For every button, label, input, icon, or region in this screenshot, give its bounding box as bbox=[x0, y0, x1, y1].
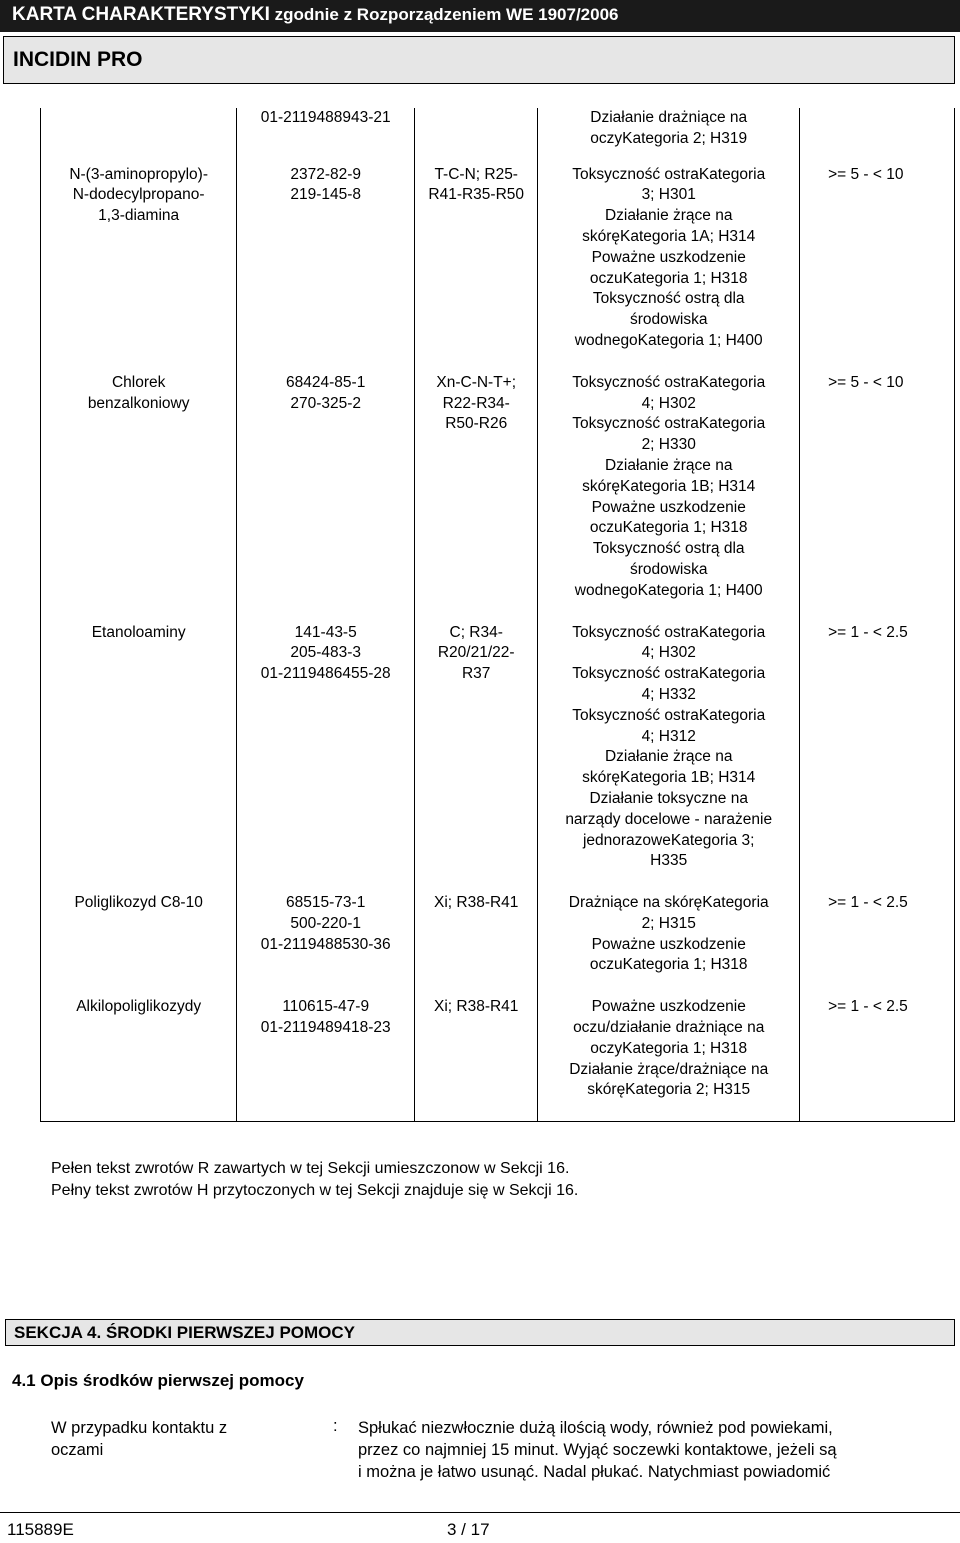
dsd-classification-line: Xi; R38-R41 bbox=[433, 894, 519, 912]
concentration-cell bbox=[800, 622, 955, 893]
clp-classification-line: oczyKategoria 1; H318 bbox=[590, 1039, 748, 1057]
document-id: 115889E bbox=[7, 1520, 74, 1539]
identifier-line: 205-483-3 bbox=[290, 644, 362, 662]
identifier-line: 01-2119488943-21 bbox=[260, 109, 391, 126]
identifiers-cell bbox=[237, 372, 415, 622]
clp-classification-line: 2; H315 bbox=[641, 914, 696, 932]
label-colon: : bbox=[333, 1417, 338, 1435]
concentration-value: >= 1 - < 2.5 bbox=[828, 998, 908, 1016]
table-row bbox=[41, 996, 955, 1121]
dsd-classification-cell bbox=[415, 108, 538, 164]
substance-name-line: Alkilopoliglikozydy bbox=[76, 998, 202, 1016]
clp-classification-line: Toksyczność ostraKategoria bbox=[572, 623, 766, 641]
clp-classification-line: Poważne uszkodzenie bbox=[591, 998, 746, 1016]
clp-classification-line: Toksyczność ostrą dla bbox=[592, 540, 745, 558]
clp-classification-line: Działanie toksyczne na bbox=[589, 789, 748, 807]
clp-classification-line: narządy docelowe - narażenie bbox=[565, 810, 773, 828]
r-phrases-note: Pełen tekst zwrotów R zawartych w tej Sekcji umieszczonow w Sekcji 16. bbox=[51, 1160, 570, 1177]
eye-contact-label bbox=[51, 1417, 227, 1461]
clp-classification-line: oczuKategoria 1; H318 bbox=[589, 519, 748, 537]
substance-name-line: N-dodecylpropano- bbox=[72, 186, 205, 204]
product-name-box bbox=[3, 36, 955, 84]
document-title-main: KARTA CHARAKTERYSTYKI bbox=[12, 4, 270, 25]
section-4-title: SEKCJA 4. ŚRODKI PIERWSZEJ POMOCY bbox=[14, 1323, 356, 1342]
clp-classification-line: Poważne uszkodzenie bbox=[591, 248, 746, 266]
instruction-line: przez co najmniej 15 minut. Wyjąć soczewki kontaktowe, jeżeli są bbox=[358, 1441, 837, 1459]
clp-classification-line: skóręKategoria 1B; H314 bbox=[582, 477, 756, 495]
eye-contact-label-line: W przypadku kontaktu z bbox=[51, 1419, 228, 1437]
identifier-line: 68424-85-1 bbox=[286, 373, 366, 391]
dsd-classification-cell bbox=[415, 892, 538, 996]
concentration-cell bbox=[800, 892, 955, 996]
dsd-classification-line: C; R34- bbox=[449, 623, 503, 641]
dsd-classification-line: T-C-N; R25- bbox=[434, 165, 518, 183]
subsection-4-1-title: 4.1 Opis środków pierwszej pomocy bbox=[12, 1371, 304, 1390]
clp-classification-line: Poważne uszkodzenie bbox=[591, 935, 746, 953]
concentration-value: >= 5 - < 10 bbox=[828, 373, 904, 391]
clp-classification-line: Działanie żrące na bbox=[604, 207, 733, 225]
dsd-classification-line: Xi; R38-R41 bbox=[433, 998, 519, 1016]
clp-classification-cell bbox=[538, 372, 800, 622]
clp-classification-line: 4; H332 bbox=[641, 685, 696, 703]
clp-classification-line: 3; H301 bbox=[641, 186, 696, 204]
clp-classification-line: Toksyczność ostraKategoria bbox=[572, 415, 766, 433]
concentration-cell bbox=[800, 108, 955, 164]
dsd-classification-line: Xn-C-N-T+; bbox=[436, 373, 517, 391]
concentration-cell bbox=[800, 996, 955, 1121]
identifier-line: 01-2119486455-28 bbox=[260, 665, 391, 683]
clp-classification-line: oczu/działanie drażniące na bbox=[573, 1019, 765, 1037]
h-phrases-note: Pełny tekst zwrotów H przytoczonych w tej Sekcji znajduje się w Sekcji 16. bbox=[51, 1182, 579, 1199]
concentration-cell bbox=[800, 372, 955, 622]
substance-name-line: N-(3-aminopropylo)- bbox=[69, 165, 208, 183]
clp-classification-line: 4; H312 bbox=[641, 727, 696, 745]
clp-classification-cell bbox=[538, 164, 800, 372]
table-row bbox=[41, 892, 955, 996]
identifier-line: 219-145-8 bbox=[290, 186, 362, 204]
identifiers-cell bbox=[237, 164, 415, 372]
clp-classification-line: 4; H302 bbox=[641, 644, 696, 662]
clp-classification-line: H335 bbox=[650, 852, 688, 870]
dsd-classification-line: R22-R34- bbox=[442, 394, 510, 412]
page-footer bbox=[0, 1512, 960, 1543]
concentration-value: >= 1 - < 2.5 bbox=[828, 623, 908, 641]
section-4-header bbox=[5, 1319, 955, 1346]
substance-name-cell bbox=[41, 108, 237, 164]
concentration-cell bbox=[800, 164, 955, 372]
clp-classification-line: Drażniące na skóręKategoria bbox=[568, 894, 769, 912]
clp-classification-line: Toksyczność ostrą dla bbox=[592, 290, 745, 308]
dsd-classification-cell bbox=[415, 996, 538, 1121]
dsd-classification-cell bbox=[415, 164, 538, 372]
clp-classification-line: 4; H302 bbox=[641, 394, 696, 412]
clp-classification-line: oczuKategoria 1; H318 bbox=[589, 956, 748, 974]
eye-contact-instructions bbox=[358, 1417, 837, 1483]
identifiers-cell bbox=[237, 622, 415, 893]
clp-classification-line: oczyKategoria 2; H319 bbox=[590, 129, 748, 147]
document-title bbox=[12, 4, 619, 26]
dsd-classification-line: R50-R26 bbox=[445, 415, 508, 433]
substance-name-cell bbox=[41, 164, 237, 372]
identifier-line: 2372-82-9 bbox=[290, 165, 362, 183]
eye-contact-label-line: oczami bbox=[51, 1441, 104, 1459]
instruction-line: i można je łatwo usunąć. Nadal płukać. Natychmiast powiadomić bbox=[358, 1463, 831, 1481]
clp-classification-line: środowiska bbox=[629, 560, 708, 578]
document-header-band bbox=[0, 0, 960, 32]
substance-name-line: 1,3-diamina bbox=[98, 207, 180, 225]
table-row bbox=[41, 164, 955, 372]
clp-classification-line: Działanie żrące na bbox=[604, 748, 733, 766]
concentration-value: >= 1 - < 2.5 bbox=[828, 894, 908, 912]
clp-classification-line: Toksyczność ostraKategoria bbox=[572, 373, 766, 391]
identifiers-cell bbox=[237, 996, 415, 1121]
clp-classification-line: Toksyczność ostraKategoria bbox=[572, 165, 766, 183]
identifier-line: 68515-73-1 bbox=[286, 894, 366, 912]
clp-classification-line: Poważne uszkodzenie bbox=[591, 498, 746, 516]
clp-classification-line: Działanie żrące/drażniące na bbox=[569, 1060, 769, 1078]
composition-table bbox=[40, 108, 955, 1122]
clp-classification-line: Toksyczność ostraKategoria bbox=[572, 665, 766, 683]
substance-name-cell bbox=[41, 372, 237, 622]
substance-name-cell bbox=[41, 892, 237, 996]
product-name: INCIDIN PRO bbox=[13, 48, 143, 71]
table-row bbox=[41, 622, 955, 893]
identifier-line: 141-43-5 bbox=[294, 623, 357, 641]
clp-classification-line: jednorazoweKategoria 3; bbox=[582, 831, 755, 849]
instruction-line: Spłukać niezwłocznie dużą ilością wody, również pod powiekami, bbox=[358, 1419, 833, 1437]
identifier-line: 110615-47-9 bbox=[282, 998, 370, 1016]
identifiers-cell bbox=[237, 892, 415, 996]
identifier-line: 01-2119489418-23 bbox=[260, 1019, 391, 1037]
document-title-regulation: zgodnie z Rozporządzeniem WE 1907/2006 bbox=[269, 5, 619, 24]
clp-classification-line: Działanie drażniące na bbox=[590, 109, 748, 126]
substance-name-line: benzalkoniowy bbox=[87, 394, 190, 412]
dsd-classification-cell bbox=[415, 622, 538, 893]
clp-classification-cell bbox=[538, 892, 800, 996]
clp-classification-cell bbox=[538, 108, 800, 164]
clp-classification-cell bbox=[538, 622, 800, 893]
identifier-line: 270-325-2 bbox=[290, 394, 362, 412]
concentration-value: >= 5 - < 10 bbox=[828, 165, 904, 183]
dsd-classification-line: R37 bbox=[461, 665, 491, 683]
dsd-classification-cell bbox=[415, 372, 538, 622]
page-number: 3 / 17 bbox=[447, 1520, 490, 1539]
dsd-classification-line: R41-R35-R50 bbox=[428, 186, 525, 204]
identifiers-cell bbox=[237, 108, 415, 164]
substance-name-line: Poliglikozyd C8-10 bbox=[74, 894, 203, 912]
substance-name-cell bbox=[41, 996, 237, 1121]
substance-name-cell bbox=[41, 622, 237, 893]
clp-classification-line: Toksyczność ostraKategoria bbox=[572, 706, 766, 724]
clp-classification-line: wodnegoKategoria 1; H400 bbox=[574, 331, 763, 349]
table-row bbox=[41, 108, 955, 164]
clp-classification-line: skóręKategoria 2; H315 bbox=[587, 1081, 751, 1099]
clp-classification-line: skóręKategoria 1B; H314 bbox=[582, 769, 756, 787]
clp-classification-line: oczuKategoria 1; H318 bbox=[589, 269, 748, 287]
clp-classification-cell bbox=[538, 996, 800, 1121]
table-row bbox=[41, 372, 955, 622]
identifier-line: 500-220-1 bbox=[290, 914, 362, 932]
identifier-line: 01-2119488530-36 bbox=[260, 935, 391, 953]
dsd-classification-line: R20/21/22- bbox=[437, 644, 515, 662]
clp-classification-line: środowiska bbox=[629, 311, 708, 329]
clp-classification-line: skóręKategoria 1A; H314 bbox=[582, 227, 756, 245]
substance-name-line: Etanoloaminy bbox=[91, 623, 186, 641]
clp-classification-line: wodnegoKategoria 1; H400 bbox=[574, 581, 763, 599]
clp-classification-line: 2; H330 bbox=[641, 436, 696, 454]
substance-name-line: Chlorek bbox=[111, 373, 166, 391]
clp-classification-line: Działanie żrące na bbox=[604, 456, 733, 474]
composition-notes bbox=[51, 1158, 578, 1202]
